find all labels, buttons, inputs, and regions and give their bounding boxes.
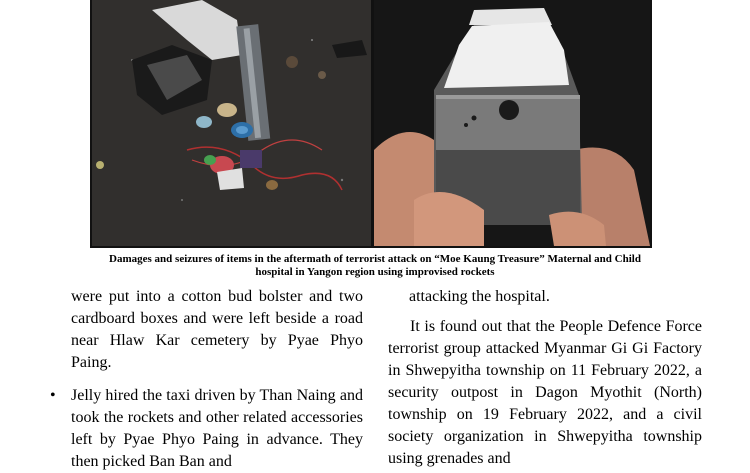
right-text-column (388, 286, 702, 470)
figure-frame (90, 0, 652, 248)
right-paragraph: It is found out that the People Defence Force terrorist group attacked Myanmar Gi Gi Factory in Shwepyitha township on 11 February 2022, a security outpost in Dagon Myothit (North) township on 19 February 2022, and a civil society organization in Shwepyitha township using grenades and (388, 318, 702, 467)
rocket-fragment-image (374, 0, 650, 246)
bullet-marker: • (50, 387, 56, 404)
rocket-fragment-photo (374, 0, 650, 246)
right-continued-paragraph: attacking the hospital. (409, 288, 550, 305)
left-text-column (50, 286, 363, 473)
seized-items-photo (92, 0, 371, 246)
caption-line-1: Damages and seizures of items in the aftermath of terrorist attack on “Moe Kaung Treasure” Maternal and Child (109, 253, 641, 265)
left-continued-paragraph: were put into a cotton bud bolster and two cardboard boxes and were left beside a road near Hlaw Kar cemetery by Pyae Phyo Paing. (71, 288, 363, 371)
bullet-text: Jelly hired the taxi driven by Than Naing and took the rockets and other related accessories left by Pyae Phyo Paing in advance. They then picked Ban Ban and (71, 387, 363, 470)
figure-caption (40, 253, 710, 279)
seized-items-image (92, 0, 371, 246)
caption-line-2: hospital in Yangon region using improvised rockets (255, 266, 495, 278)
